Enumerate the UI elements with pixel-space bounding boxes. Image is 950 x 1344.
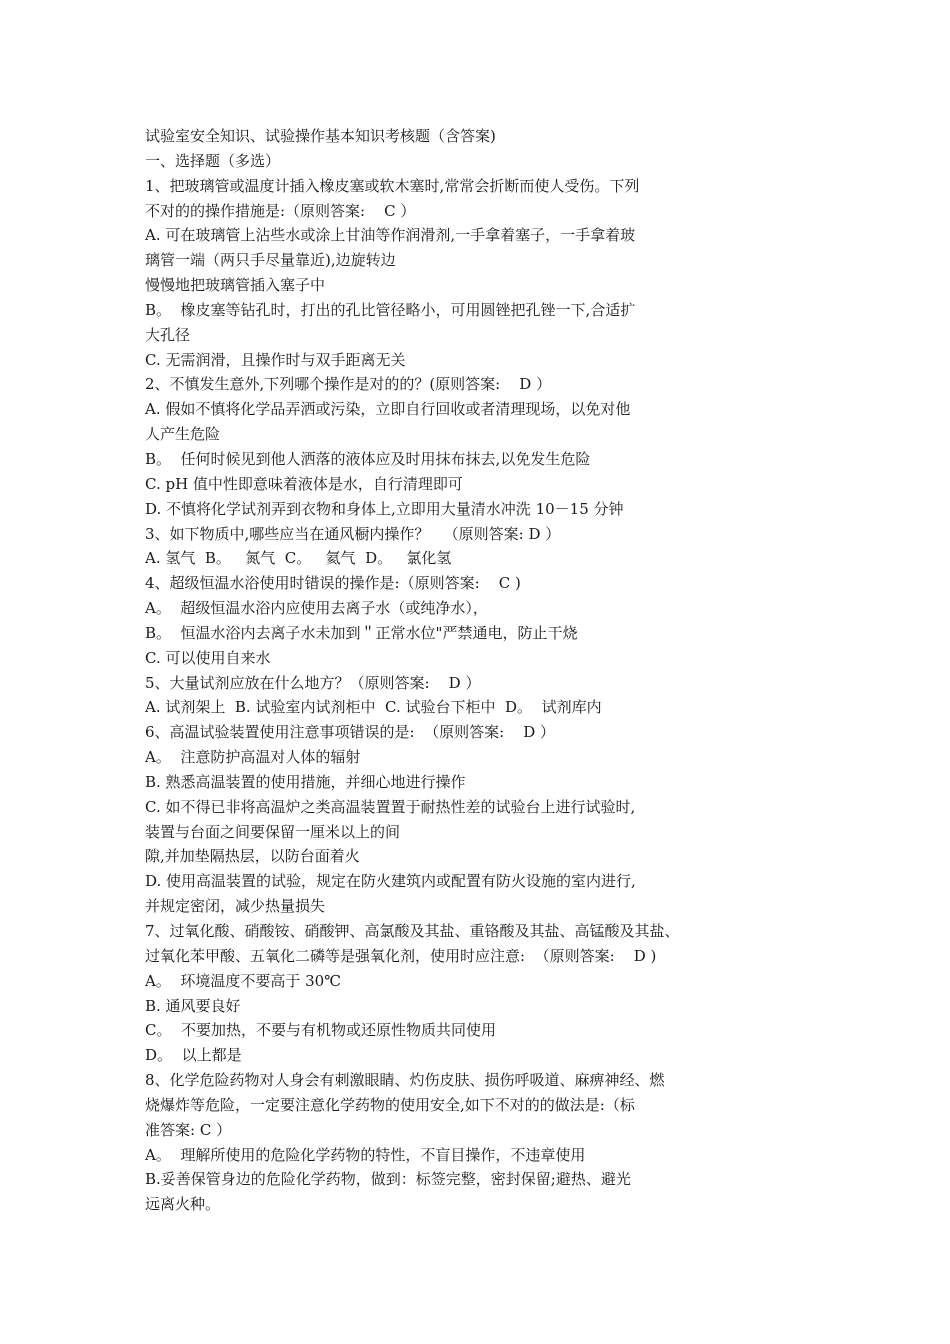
question-6-option-c: 装置与台面之间要保留一厘米以上的间 — [145, 822, 401, 841]
question-8-text: 准答案: C ） — [145, 1120, 232, 1139]
question-4-option-c: C. 可以使用自来水 — [145, 648, 271, 667]
question-3-text: 3、如下物质中,哪些应当在通风橱内操作？ （原则答案: D ） — [145, 524, 561, 543]
question-1-option-a: 璃管一端（两只手尽量靠近),边旋转边 — [145, 251, 396, 270]
question-6-text: 6、高温试验装置使用注意事项错误的是: （原则答案: D ） — [145, 723, 556, 742]
question-3-options: A. 氢气 B。 氮气 C。 氦气 D。 氯化氢 — [145, 549, 452, 568]
question-6-option-d: D. 使用高温装置的试验，规定在防火建筑内或配置有防火设施的室内进行, — [145, 872, 636, 891]
question-8-option-b: 远离火种。 — [145, 1195, 221, 1214]
question-5-options: A. 试剂架上 B. 试验室内试剂柜中 C. 试验台下柜中 D。 试剂库内 — [145, 698, 602, 717]
section-heading: 一、选择题（多选） — [145, 151, 281, 170]
question-8-text: 烧爆炸等危险，一定要注意化学药物的使用安全,如下不对的的做法是:（标 — [145, 1095, 635, 1114]
question-7-option-c: C。 不要加热，不要与有机物或还原性物质共同使用 — [145, 1021, 497, 1040]
question-4-option-b: B。 恒温水浴内去离子水未加到＂正常水位"严禁通电，防止干烧 — [145, 623, 578, 642]
question-2-option-c: C. pH 值中性即意味着液体是水，自行清理即可 — [145, 474, 463, 493]
question-7-option-b: B. 通风要良好 — [145, 996, 241, 1015]
question-7-option-a: A。 环境温度不要高于 30℃ — [145, 971, 342, 990]
question-1-text: 不对的的操作措施是:（原则答案: C ） — [145, 201, 416, 220]
question-6-option-b: B. 熟悉高温装置的使用措施，并细心地进行操作 — [145, 772, 466, 791]
question-1-option-b: B。 橡皮塞等钻孔时，打出的孔比管径略小，可用圆锉把孔锉一下,合适扩 — [145, 300, 636, 319]
question-1-text: 1、把玻璃管或温度计插入橡皮塞或软木塞时,常常会折断而使人受伤。下列 — [145, 176, 640, 195]
question-6-option-d: 并规定密闭，减少热量损失 — [145, 897, 326, 916]
question-4-option-a: A。 超级恒温水浴内应使用去离子水（或纯净水）， — [145, 599, 488, 618]
question-1-option-b: 大孔径 — [145, 325, 191, 344]
document-title: 试验室安全知识、试验操作基本知识考核题（含答案) — [145, 127, 496, 145]
question-8-text: 8、化学危险药物对人身会有刺激眼睛、灼伤皮肤、损伤呼吸道、麻痹神经、燃 — [145, 1071, 665, 1090]
question-6-option-a: A。 注意防护高温对人体的辐射 — [145, 748, 361, 767]
question-5-text: 5、大量试剂应放在什么地方？（原则答案: D ） — [145, 673, 481, 692]
question-8-option-a: A。 理解所使用的危险化学药物的特性，不盲目操作，不违章使用 — [145, 1145, 586, 1164]
question-7-text: 7、过氧化酸、硝酸铵、硝酸钾、高氯酸及其盐、重铬酸及其盐、高锰酸及其盐、 — [145, 922, 680, 940]
question-6-option-c: 隙,并加垫隔热层，以防台面着火 — [145, 847, 360, 866]
question-7-option-d: D。 以上都是 — [145, 1046, 242, 1065]
question-4-text: 4、超级恒温水浴使用时错误的操作是:（原则答案: C ) — [145, 574, 521, 593]
question-2-option-b: B。 任何时候见到他人洒落的液体应及时用抹布抹去,以免发生危险 — [145, 449, 591, 468]
question-2-option-a: 人产生危险 — [145, 425, 221, 444]
document-body — [145, 124, 745, 1217]
question-1-option-c: C. 无需润滑，且操作时与双手距离无关 — [145, 350, 406, 369]
question-2-option-d: D. 不慎将化学试剂弄到衣物和身体上,立即用大量清水冲洗 10－15 分钟 — [145, 499, 624, 518]
question-8-option-b: B.妥善保管身边的危险化学药物，做到：标签完整，密封保留;避热、避光 — [145, 1170, 631, 1189]
question-2-option-a: A. 假如不慎将化学品弄洒或污染，立即自行回收或者清理现场，以免对他 — [145, 400, 631, 419]
question-1-option-a: 慢慢地把玻璃管插入塞子中 — [145, 276, 326, 295]
question-1-option-a: A. 可在玻璃管上沾些水或涂上甘油等作润滑剂,一手拿着塞子，一手拿着玻 — [145, 226, 636, 245]
question-7-text: 过氧化苯甲酸、五氧化二磷等是强氧化剂，使用时应注意: （原则答案: D ) — [145, 946, 657, 965]
question-6-option-c: C. 如不得已非将高温炉之类高温装置置于耐热性差的试验台上进行试验时, — [145, 797, 636, 816]
question-2-text: 2、不慎发生意外,下列哪个操作是对的的？(原则答案: D ） — [145, 375, 552, 394]
